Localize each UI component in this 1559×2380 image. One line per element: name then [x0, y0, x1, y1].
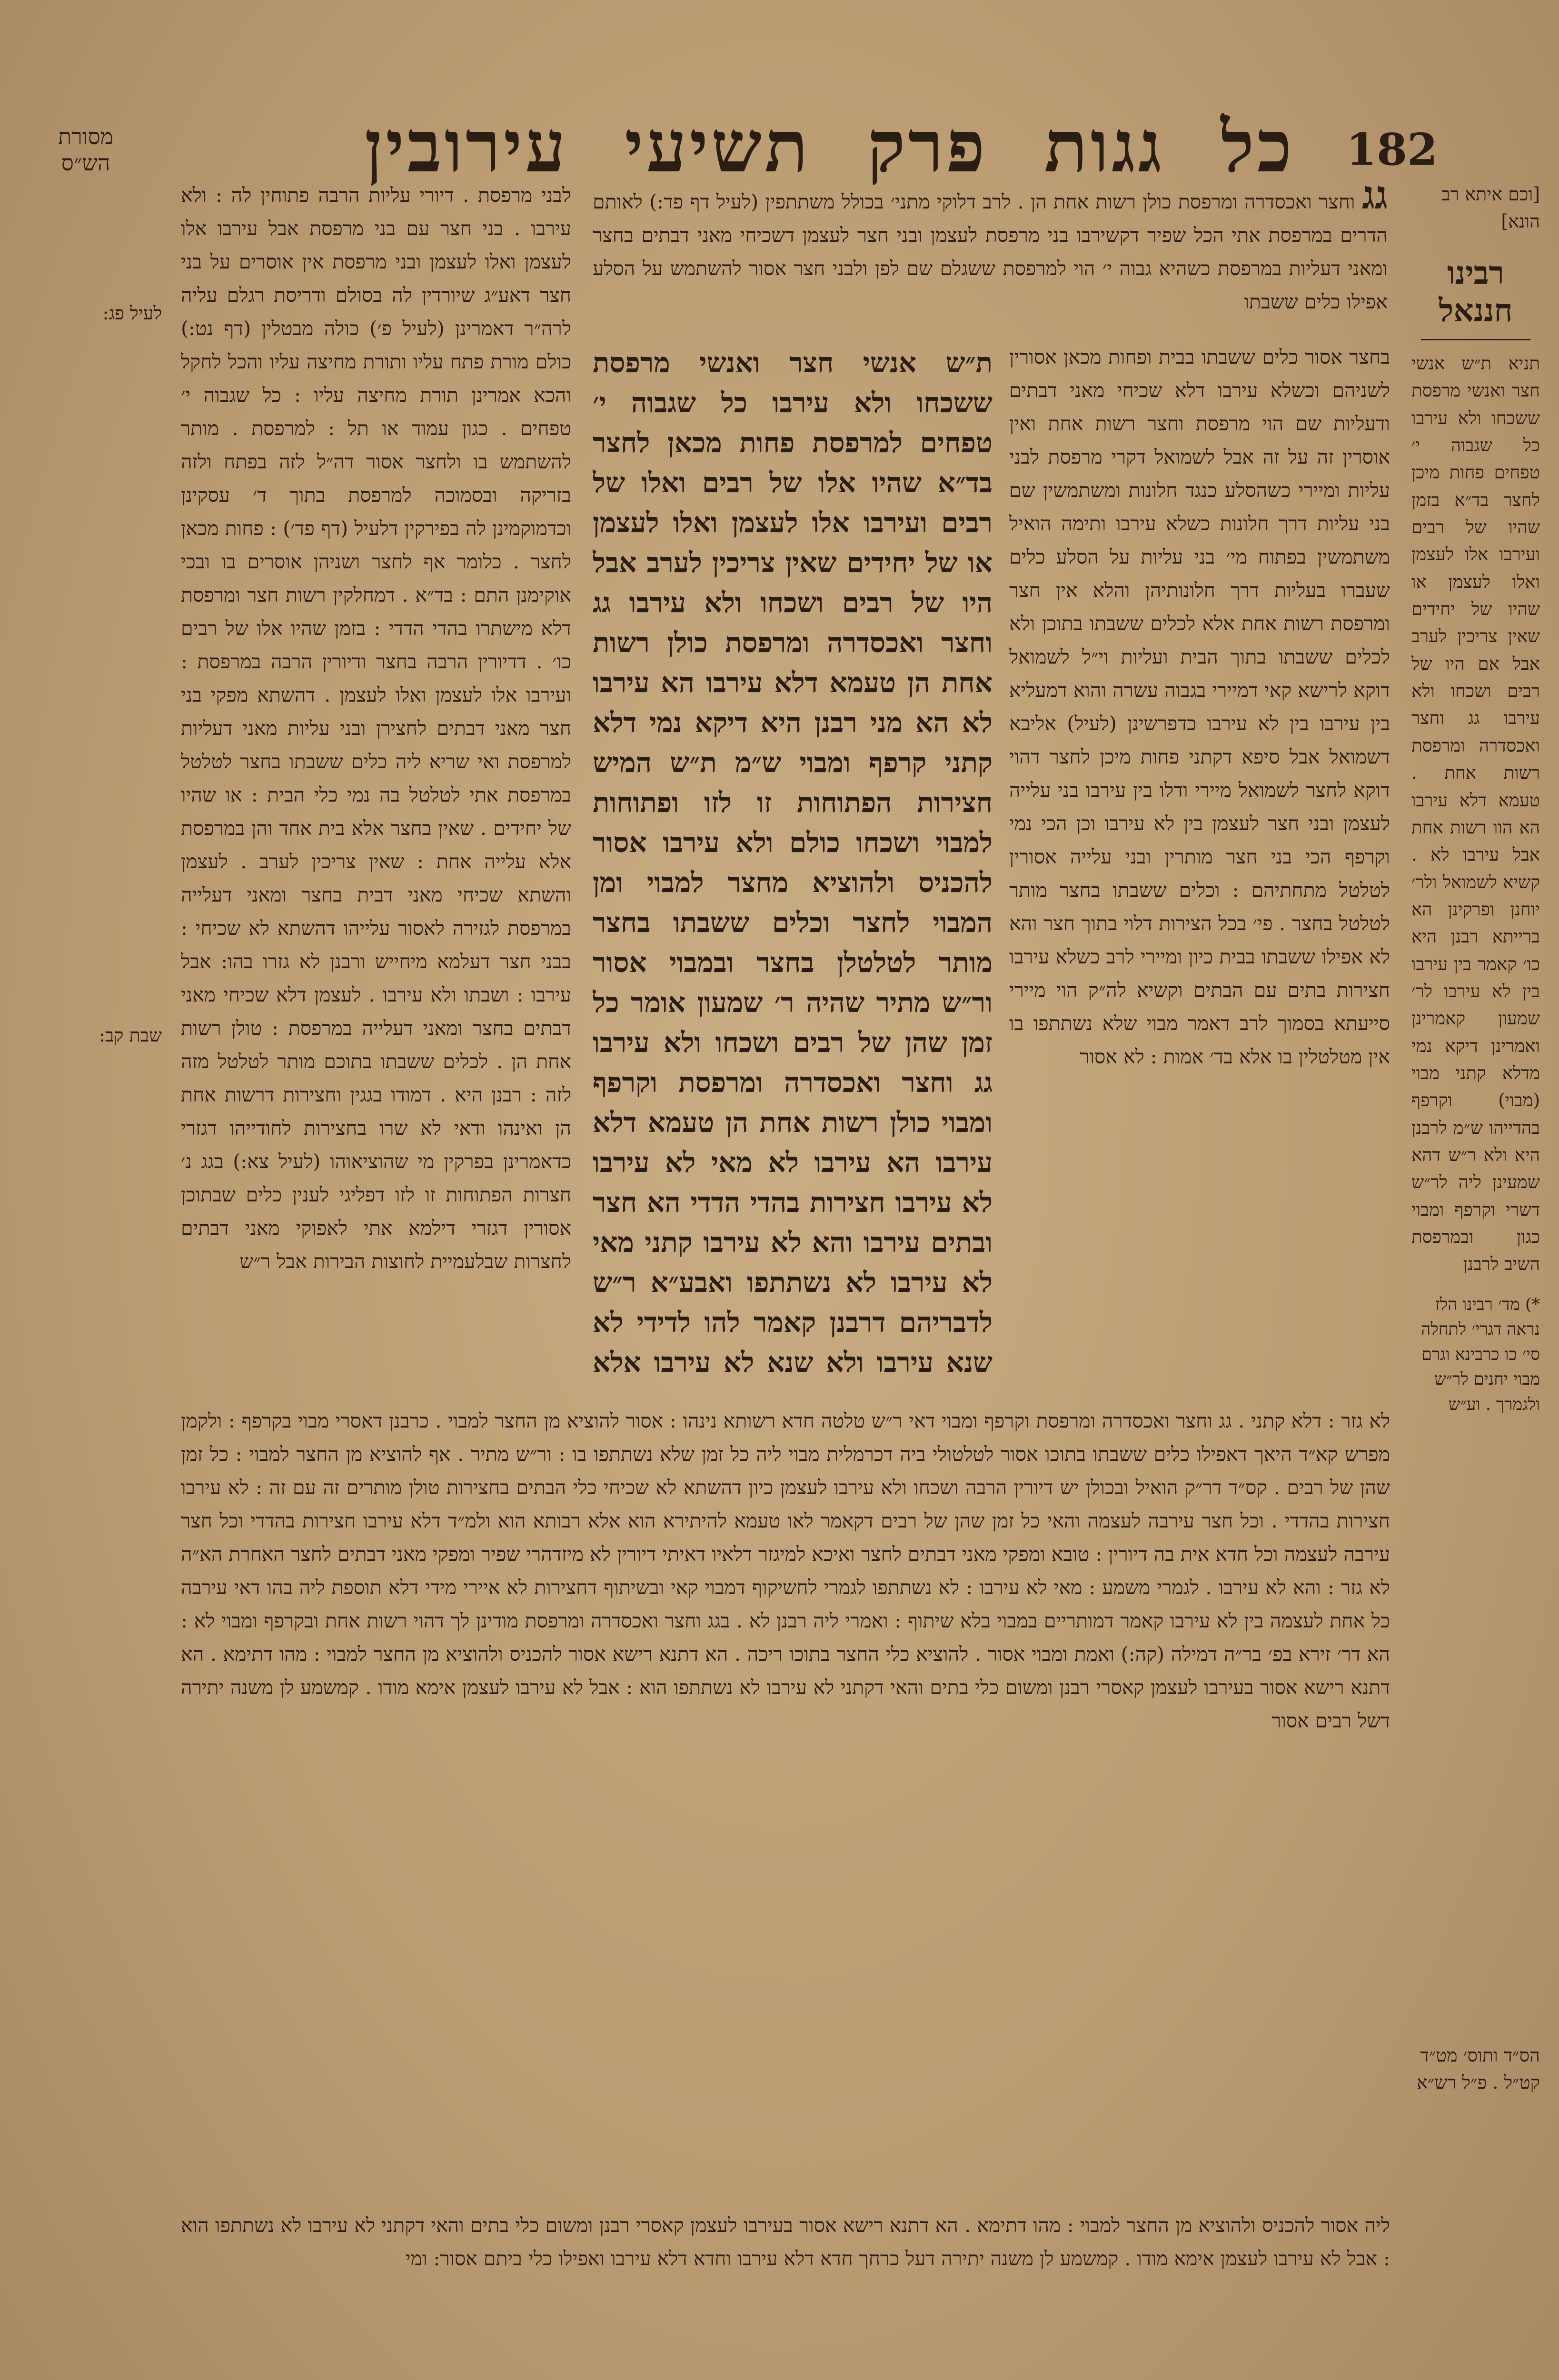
masoret-hashas-title: מסורת הש״ס	[58, 124, 113, 176]
tosafot-opening-word: גג	[1361, 178, 1388, 218]
lower-margin-note: הס״ד ותוס׳ מט״ד קט״ל . פ״ל רש״א	[1417, 2045, 1540, 2093]
running-title: כל גגות פרק תשיעי עירובין	[364, 105, 1295, 188]
lower-commentary: לא גזר : דלא קתני . גג וחצר ואכסדרה ומרפסת וקרפף ומבוי דאי ר״ש טלטה חדא רשותא נינהו : אסור להוציא מן החצר למבוי . כרבנן דאסרי מבוי בקרפף : ולקמן מפרש קא״ד היאך דאפילו כלים ששבתו בתוכו אסור לטלטולי ביה דכרמלית מבוי ליה כל זמן שלא נשתתפו בו : ור״ש מתיר . אף להוציא מן החצר למבוי : כל זמן שהן של רבים . קס״ד דר״ק הואיל ובכולן יש דיורין הרבה ושכחו ולא עירבו לעצמן כיון דהשתא לא שכיחי כלי הבתים בחצירות טולן מותרים זה עם זה : לא עירבו חצירות בהדדי . וכל חצר עירבה לעצמה והאי כל זמן שהן של רבים דקאמר לאו טעמא להיתירא הוא אלא רבותא הוא ולמ״ד דלא עירבו חצירות בהדדי וכל חצר עירבה לעצמה וכל חדא אית בה דיורין : טובא ומפקי מאני דבתים לחצר ואיכא למיגזר דלאיו דאיתי דיורין לא מיזדהרי שפיר ומפקי מאני דבתים לחצר האחרת הא״ה לא גזר : והא לא עירבו . לגמרי משמע : מאי לא עירבו : לא נשתתפו לגמרי לחשיקוף דמבוי קאי ובשיתוף דחצירות לא איירי מידי דלא תוספת ליה בהו דאי עירבה כל אחת לעצמה בין לא עירבו קאמר דמותריים במבוי בלא שיתוף : ואמרי ליה רבנן לא . בגג וחצר ואכסדרה ומרפסת מודינן לך דהוי רשות אחת ובקרפף ומבוי לא : הא דר׳ זירא בפ׳ בר״ה דמילה (קה:) ואמת ומבוי אסור . להוציא כלי החצר בתוכו ריכה . הא דתנא רישא אסור להכניס ולהוציא מן החצר למבוי : מהו דתימא . הא דתנא רישא אסור בעירבו לעצמן קאסרי רבנן ומשום כלי בתים והאי דקתני לא עירבו לא נשתתפו הוא : אבל לא עירבו לעצמן אימא מודו . קמשמע לן משנה יתירה דשל רבים אסור	[181, 1409, 1390, 1732]
margin-note: [וכם איתא רב הונא]	[1441, 184, 1540, 232]
masoret-ref: שבת קב:	[99, 1025, 162, 1046]
tosafot-opening-text: וחצר ואכסדרה ומרפסת כולן רשות אחת הן . לרב דלוקי מתני׳ בכולל משתתפין (לעיל דף פד:) לאותם הדרים במרפסת אתי הכל שפיר דקשירבו בני מרפסת לעצמן ובני חצר לעצמן דשכיחי מאני דבתים בחצר ומאני דעליות במרפסת כשהיא גבוה י׳ הוי למרפסת ששגלם שם לפן ולבני חצר אסור להשתמש על הסלע אפילו כלים ששבתו	[593, 190, 1388, 313]
rabbeinu-chananel-text: תניא ת״ש אנשי חצר ואנשי מרפסת ששכחו ולא עירבו כל שגבוה י׳ טפחים פחות מיכן לחצר בד״א בזמן שהיו של רבים ועירבו אלו לעצמן ואלו לעצמן או שהיו של יחידים שאין צריכין לערב אבל אם היו של רבים ושכחו ולא עירבו גג וחצר ואכסדרה ומרפסת רשות אחת . טעמא דלא עירבו הא הוו רשות אחת אבל עירבו לא . קשיא לשמואל ולר׳ יוחנן ופרקינן הא ברייתא רבנן היא כו׳ קאמר בין עירבו בין לא עירבו לר׳ שמעון קאמרינן ואמרינן דיקא נמי מדלא קתני מבוי (מבוי) וקרפף בהדייהו ש״מ לרבנן היא ולא ר״ש דהא שמעינן ליה לר״ש דשרי וקרפף ומבוי כגון ובמרפסת השיב לרבנן	[1411, 353, 1540, 1275]
tosafot-opening	[593, 178, 1388, 336]
masoret-ref: לעיל פג:	[102, 303, 162, 324]
gemara-text: ת״ש אנשי חצר ואנשי מרפסת ששכחו ולא עירבו כל שגבוה י׳ טפחים למרפסת פחות מכאן לחצר בד״א שהיו אלו של רבים ואלו של רבים ועירבו אלו לעצמן ואלו לעצמן או של יחידים שאין צריכין לערב אבל היו של רבים ושכחו ולא עירבו גג וחצר ואכסדרה ומרפסת כולן רשות אחת הן טעמא דלא עירבו הא עירבו לא הא מני רבנן היא דיקא נמי דלא קתני קרפף ומבוי ש״מ ת״ש המיש חצירות הפתוחות זו לזו ופתוחות למבוי ושכחו כולם ולא עירבו אסור להכניס ולהוציא מחצר למבוי ומן המבוי לחצר וכלים ששבתו בחצר מותר לטלטלן בחצר ובמבוי אסור ור״ש מתיר שהיה ר׳ שמעון אומר כל זמן שהן של רבים ושכחו ולא עירבו גג וחצר ואכסדרה ומרפסת וקרפף ומבוי כולן רשות אחת הן טעמא דלא עירבו הא עירבו לא מאי לא עירבו לא עירבו חצירות בהדי הדדי הא חצר ובתים עירבו והא לא עירבו קתני מאי לא עירבו לא נשתתפו ואבע״א ר״ש לדבריהם דרבנן קאמר להו לדידי לא שנא עירבו ולא שנא לא עירבו אלא	[593, 347, 993, 1378]
ornament-divider	[1421, 339, 1530, 340]
bottom-commentary: ליה אסור להכניס ולהוציא מן החצר למבוי : מהו דתימא . הא דתנא רישא אסור בעירבו לעצמן קאסרי רבנן ומשום כלי בתים והאי דקתני לא עירבו לא נשתתפו הוא : אבל לא עירבו לעצמן אימא מודו . קמשמע לן משנה יתירה דעל כרחך חדא דלא עירבו וחדא דלא עירבו ואפילו כלי ביתם אסור: ומי	[181, 2214, 1390, 2270]
page-number: 182	[1346, 124, 1438, 175]
footnote: *) מד׳ רבינו הלז נראה דגרי׳ לתחלה סי׳ כו כרבינא וגרם מבוי יחנים לר״ש ולגמרך . וע״ש	[1421, 1295, 1540, 1414]
tosafot-commentary: בחצר אסור כלים ששבתו בבית ופחות מכאן אסורין לשניהם וכשלא עירבו דלא שכיחי מאני דבתים ודעליות שם הוי מרפסת וחצר רשות אחת ואין אוסרין זה על זה אבל לשמואל דקרי מרפסת לבני עליות ומיירי כשהסלע כנגד חלונות ומשתמשין שם בני עליות דרך חלונות כשלא עירבו ותימה הואיל משתמשין בפתוח מי׳ בני עליות על הסלע כלים שעברו בעליות דרך חלונותיהן והלא אין חצר ומרפסת רשות אחת אלא לכלים ששבתו בתוכן ולא לכלים ששבתו בתוך הבית ועליות וי״ל לשמואל דוקא לרישא קאי דמיירי בגבוה עשרה והוא דמעליא בין עירבו בין לא עירבו כדפרשינן (לעיל) אליבא דשמואל אבל סיפא דקתני פחות מיכן לחצר דהוי דוקא לחצר לשמואל מיירי ודלו בין עירבו בני עלייה לעצמן ובני חצר לעצמן בין לא עירבו וכן הכי נמי וקרפף הכי בני חצר מותרין ובני עלייה אסורין לטלטל מתחתיהם : וכלים ששבתו בחצר מותר לטלטל בחצר . פי׳ בכל הצירות דלוי בתוך חצר והא לא אפילו ששבתו בבית כיון ומיירי לרב כשלא עירבו חצירות בתים עם הבתים וקשיא לה״ק הוי מיירי סייעתא בסמוך לרב דאמר מבוי שלא נשתתפו בו אין מטלטלין בו אלא בד׳ אמות : לא אסור	[1009, 346, 1390, 1068]
rashi-commentary: לבני מרפסת . דיורי עליות הרבה פתוחין לה : ולא עירבו . בני חצר עם בני מרפסת אבל עירבו אלו לעצמן ואלו לעצמן ובני מרפסת אין אוסרים על בני חצר דאע״ג שיורדין לה בסולם ודריסת רגלם עליה לרה״ר דאמרינן (לעיל פ׳) כולה מבטלין (דף נט:) כולם מורת פתח עליו ותורת מחיצה עליו והכל לחקל והכא אמרינן תורת מחיצה עליו : כל שגבוה י׳ טפחים . כגון עמוד או תל : למרפסת . מותר להשתמש בו ולחצר אסור דה״ל לזה בפתח ולזה בזריקה ובסמוכה למרפסת בתוך ד׳ עסקינן וכדמוקמינן לה בפירקין דלעיל (דף פד׳) : פחות מכאן לחצר . כלומר אף לחצר ושניהן אוסרים בו ובכי אוקימנן התם : בד״א . דמחלקין רשות חצר ומרפסת דלא מישתרו בהדי הדדי : בזמן שהיו אלו של רבים כו׳ . דדיורין הרבה בחצר ודיורין הרבה במרפסת : ועירבו אלו לעצמן ואלו לעצמן . דהשתא מפקי בני חצר מאני דבתים לחצירן ובני עליות מאני דעליות למרפסת ואי שריא ליה כלים ששבתו בחצר לטלטל במרפסת אתי לטלטל בה נמי כלי הבית : או שהיו של יחידים . שאין בחצר אלא בית אחד והן במרפסת אלא עלייה אחת : שאין צריכין לערב . לעצמן והשתא שכיחי מאני דבית בחצר ומאני דעלייה במרפסת לגזירה לאסור עלייהו דהשתא לא שכיחי : בבני חצר דעלמא מיחייש ורבנן לא גזרו בהו: אבל עירבו : ושבתו ולא עירבו . לעצמן דלא שכיחי מאני דבתים בחצר ומאני דעלייה במרפסת : טולן רשות אחת הן . לכלים ששבתו בתוכם מותר לטלטל מזה לזה : רבנן היא . דמודו בגגין וחצירות דרשות אחת הן ואינהו ודאי לא שרו בחצירות לחודייהו דגזרי כדאמרינן בפרקין מי שהוציאוהו (לעיל צא:) בגג נ׳ חצרות הפתוחות זו לזו דפליגי לענין כלים שבתוכן אסורין דגזרי דילמא אתי לאפוקי מאני דבתים לחצרות שבלעמיית לחוצות הבירות אבל ר״ש	[181, 184, 571, 1273]
masoret-hashas-refs	[33, 186, 162, 1059]
rabbeinu-chananel-title: רבינו חננאל	[1439, 254, 1513, 329]
right-margin	[1411, 181, 1540, 2228]
